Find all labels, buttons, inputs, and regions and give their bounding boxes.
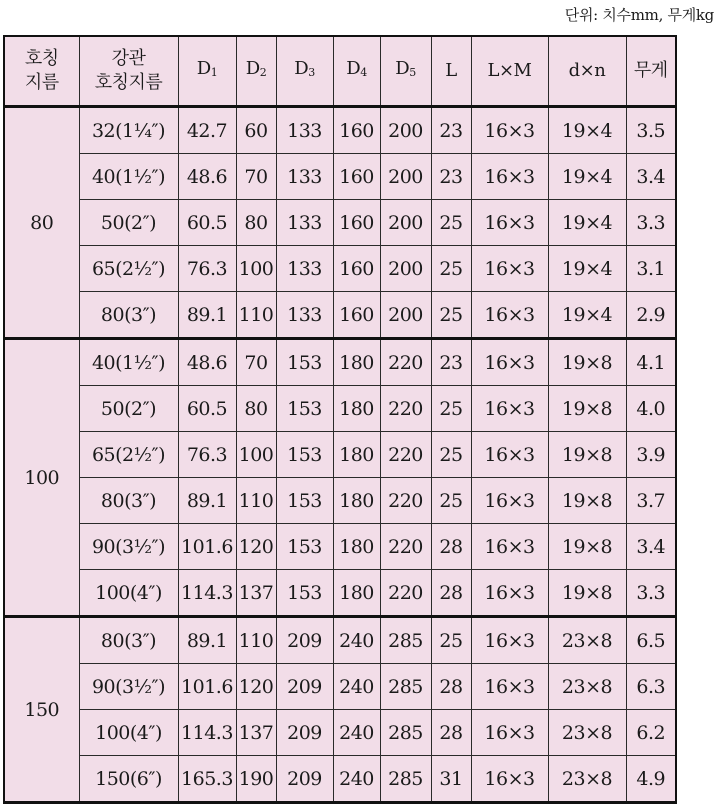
pipe-size-cell [79, 664, 178, 710]
cell-d2: 60 [236, 107, 276, 154]
pipe-size-inch: (1¼″) [115, 119, 166, 142]
cell-d4: 160 [333, 246, 380, 292]
flange-dimension-table [3, 35, 677, 804]
cell-d1: 60.5 [178, 386, 236, 432]
cell-d5: 200 [380, 200, 431, 246]
table-row [4, 292, 676, 339]
cell-d3: 153 [276, 478, 333, 524]
cell-d5: 285 [380, 664, 431, 710]
header-lm: L×M [471, 36, 548, 107]
header-pipe [79, 36, 178, 107]
pipe-size-mm: 65 [91, 257, 116, 280]
cell-d4: 160 [333, 154, 380, 200]
cell-d5: 200 [380, 246, 431, 292]
cell-dn: 19×4 [548, 154, 626, 200]
header-d5-label: D [395, 58, 410, 79]
cell-w: 3.7 [626, 478, 676, 524]
cell-dn: 23×8 [548, 756, 626, 803]
cell-w: 3.4 [626, 524, 676, 570]
cell-d3: 153 [276, 524, 333, 570]
header-pipe-line1: 강관 [111, 48, 146, 69]
cell-d2: 80 [236, 200, 276, 246]
cell-d4: 240 [333, 664, 380, 710]
cell-d2: 70 [236, 339, 276, 386]
pipe-size-mm: 80 [100, 303, 125, 326]
pipe-size-mm: 80 [100, 629, 125, 652]
cell-l: 25 [431, 246, 471, 292]
cell-lm: 16×3 [471, 524, 548, 570]
table-row [4, 570, 676, 617]
cell-d2: 100 [236, 432, 276, 478]
cell-d3: 133 [276, 292, 333, 339]
pipe-size-inch: (1½″) [115, 165, 166, 188]
cell-w: 3.3 [626, 200, 676, 246]
cell-d3: 153 [276, 432, 333, 478]
header-d3 [276, 36, 333, 107]
cell-lm: 16×3 [471, 339, 548, 386]
pipe-size-cell [79, 200, 178, 246]
pipe-size-cell [79, 154, 178, 200]
header-d3-sub: 3 [308, 66, 315, 79]
cell-d1: 76.3 [178, 432, 236, 478]
cell-lm: 16×3 [471, 570, 548, 617]
cell-d2: 120 [236, 664, 276, 710]
cell-d5: 220 [380, 478, 431, 524]
table-row [4, 756, 676, 803]
cell-w: 6.5 [626, 617, 676, 664]
cell-lm: 16×3 [471, 710, 548, 756]
pipe-size-cell [79, 246, 178, 292]
cell-lm: 16×3 [471, 386, 548, 432]
header-d4-sub: 4 [360, 66, 367, 79]
header-d5 [380, 36, 431, 107]
cell-d3: 133 [276, 200, 333, 246]
cell-w: 3.3 [626, 570, 676, 617]
cell-d2: 137 [236, 710, 276, 756]
cell-d4: 160 [333, 200, 380, 246]
cell-d3: 209 [276, 664, 333, 710]
cell-l: 25 [431, 617, 471, 664]
cell-d1: 101.6 [178, 524, 236, 570]
pipe-size-inch: (2″) [124, 397, 157, 420]
cell-w: 4.1 [626, 339, 676, 386]
cell-w: 3.1 [626, 246, 676, 292]
pipe-size-mm: 90 [91, 535, 116, 558]
pipe-size-mm: 100 [95, 581, 130, 604]
cell-l: 28 [431, 664, 471, 710]
pipe-size-cell [79, 710, 178, 756]
cell-d4: 160 [333, 292, 380, 339]
pipe-size-cell [79, 339, 178, 386]
cell-d2: 120 [236, 524, 276, 570]
header-nominal-line2: 지름 [24, 72, 59, 93]
cell-d4: 180 [333, 432, 380, 478]
cell-d5: 200 [380, 154, 431, 200]
cell-d2: 100 [236, 246, 276, 292]
table-row [4, 154, 676, 200]
pipe-size-cell [79, 292, 178, 339]
cell-l: 25 [431, 200, 471, 246]
header-d2 [236, 36, 276, 107]
pipe-size-inch: (2½″) [115, 257, 166, 280]
table-row [4, 200, 676, 246]
cell-d3: 209 [276, 617, 333, 664]
cell-d1: 42.7 [178, 107, 236, 154]
header-d4 [333, 36, 380, 107]
pipe-size-inch: (3″) [124, 489, 157, 512]
header-d2-label: D [245, 58, 260, 79]
pipe-size-mm: 50 [100, 397, 125, 420]
cell-w: 3.9 [626, 432, 676, 478]
cell-dn: 19×4 [548, 246, 626, 292]
cell-dn: 19×8 [548, 570, 626, 617]
cell-dn: 19×8 [548, 478, 626, 524]
cell-d1: 48.6 [178, 339, 236, 386]
header-d1 [178, 36, 236, 107]
cell-d4: 180 [333, 386, 380, 432]
nominal-size-cell: 100 [4, 339, 79, 617]
header-d1-label: D [196, 58, 211, 79]
cell-d5: 285 [380, 756, 431, 803]
cell-lm: 16×3 [471, 617, 548, 664]
cell-dn: 19×4 [548, 292, 626, 339]
cell-w: 3.4 [626, 154, 676, 200]
header-row [4, 36, 676, 107]
pipe-size-inch: (3½″) [115, 675, 166, 698]
cell-lm: 16×3 [471, 756, 548, 803]
table-row [4, 524, 676, 570]
cell-d3: 209 [276, 710, 333, 756]
pipe-size-inch: (1½″) [115, 351, 166, 374]
cell-d2: 70 [236, 154, 276, 200]
nominal-size-cell: 150 [4, 617, 79, 803]
cell-d1: 114.3 [178, 570, 236, 617]
cell-d3: 133 [276, 107, 333, 154]
header-d2-sub: 2 [259, 66, 267, 79]
table-row [4, 664, 676, 710]
pipe-size-cell [79, 478, 178, 524]
cell-d2: 80 [236, 386, 276, 432]
cell-d5: 220 [380, 570, 431, 617]
table-body [4, 107, 676, 803]
cell-d4: 240 [333, 756, 380, 803]
header-l: L [431, 36, 471, 107]
header-d5-sub: 5 [409, 66, 416, 79]
cell-l: 28 [431, 524, 471, 570]
cell-dn: 19×8 [548, 386, 626, 432]
cell-d4: 180 [333, 570, 380, 617]
cell-d1: 165.3 [178, 756, 236, 803]
pipe-size-mm: 32 [91, 119, 116, 142]
cell-d1: 60.5 [178, 200, 236, 246]
cell-l: 23 [431, 107, 471, 154]
cell-d2: 110 [236, 292, 276, 339]
pipe-size-cell [79, 524, 178, 570]
cell-d5: 220 [380, 339, 431, 386]
cell-dn: 19×4 [548, 107, 626, 154]
cell-d4: 180 [333, 524, 380, 570]
cell-w: 3.5 [626, 107, 676, 154]
cell-d5: 220 [380, 386, 431, 432]
cell-lm: 16×3 [471, 478, 548, 524]
cell-d5: 200 [380, 292, 431, 339]
pipe-size-mm: 100 [95, 721, 130, 744]
cell-d4: 160 [333, 107, 380, 154]
cell-d2: 190 [236, 756, 276, 803]
header-nominal-line1: 호칭 [24, 48, 59, 69]
table-row [4, 710, 676, 756]
cell-lm: 16×3 [471, 432, 548, 478]
header-dn: d×n [548, 36, 626, 107]
cell-lm: 16×3 [471, 664, 548, 710]
cell-l: 23 [431, 154, 471, 200]
cell-dn: 23×8 [548, 710, 626, 756]
cell-d1: 89.1 [178, 292, 236, 339]
cell-d2: 110 [236, 617, 276, 664]
cell-d1: 48.6 [178, 154, 236, 200]
table-row [4, 432, 676, 478]
table-row [4, 386, 676, 432]
header-d1-sub: 1 [210, 66, 218, 79]
cell-w: 2.9 [626, 292, 676, 339]
cell-d1: 89.1 [178, 478, 236, 524]
cell-d3: 153 [276, 386, 333, 432]
cell-w: 6.3 [626, 664, 676, 710]
cell-d4: 180 [333, 339, 380, 386]
cell-l: 25 [431, 432, 471, 478]
cell-lm: 16×3 [471, 107, 548, 154]
cell-d5: 285 [380, 710, 431, 756]
pipe-size-mm: 80 [100, 489, 125, 512]
pipe-size-inch: (3″) [124, 303, 157, 326]
pipe-size-mm: 50 [100, 211, 125, 234]
cell-lm: 16×3 [471, 292, 548, 339]
cell-dn: 19×4 [548, 200, 626, 246]
cell-d3: 133 [276, 246, 333, 292]
cell-w: 6.2 [626, 710, 676, 756]
table-row [4, 107, 676, 154]
header-d4-label: D [346, 58, 361, 79]
cell-d2: 137 [236, 570, 276, 617]
cell-l: 28 [431, 570, 471, 617]
cell-d2: 110 [236, 478, 276, 524]
cell-lm: 16×3 [471, 246, 548, 292]
table-row [4, 478, 676, 524]
cell-l: 28 [431, 710, 471, 756]
cell-dn: 23×8 [548, 617, 626, 664]
cell-l: 31 [431, 756, 471, 803]
pipe-size-cell [79, 617, 178, 664]
cell-d1: 114.3 [178, 710, 236, 756]
pipe-size-inch: (4″) [129, 721, 162, 744]
pipe-size-inch: (6″) [129, 767, 162, 790]
cell-dn: 19×8 [548, 339, 626, 386]
header-weight: 무게 [626, 36, 676, 107]
pipe-size-inch: (2″) [124, 211, 157, 234]
cell-l: 25 [431, 292, 471, 339]
cell-d5: 220 [380, 432, 431, 478]
pipe-size-cell [79, 386, 178, 432]
table-row [4, 246, 676, 292]
cell-d1: 76.3 [178, 246, 236, 292]
pipe-size-inch: (3″) [124, 629, 157, 652]
cell-dn: 23×8 [548, 664, 626, 710]
pipe-size-mm: 65 [91, 443, 116, 466]
cell-lm: 16×3 [471, 200, 548, 246]
cell-w: 4.9 [626, 756, 676, 803]
cell-dn: 19×8 [548, 524, 626, 570]
pipe-size-cell [79, 107, 178, 154]
cell-l: 23 [431, 339, 471, 386]
pipe-size-cell [79, 756, 178, 803]
pipe-size-inch: (4″) [129, 581, 162, 604]
cell-l: 25 [431, 386, 471, 432]
cell-d4: 180 [333, 478, 380, 524]
header-d3-label: D [294, 58, 309, 79]
cell-d5: 285 [380, 617, 431, 664]
unit-note: 단위: 치수mm, 무게kg [564, 6, 714, 24]
pipe-size-mm: 40 [91, 351, 116, 374]
cell-d4: 240 [333, 710, 380, 756]
cell-l: 25 [431, 478, 471, 524]
cell-d5: 220 [380, 524, 431, 570]
cell-d1: 101.6 [178, 664, 236, 710]
cell-d1: 89.1 [178, 617, 236, 664]
cell-w: 4.0 [626, 386, 676, 432]
cell-d3: 153 [276, 339, 333, 386]
pipe-size-inch: (2½″) [115, 443, 166, 466]
cell-dn: 19×8 [548, 432, 626, 478]
cell-lm: 16×3 [471, 154, 548, 200]
header-pipe-line2: 호칭지름 [94, 72, 163, 93]
header-nominal [4, 36, 79, 107]
table-row [4, 339, 676, 386]
pipe-size-cell [79, 570, 178, 617]
cell-d3: 209 [276, 756, 333, 803]
pipe-size-mm: 40 [91, 165, 116, 188]
nominal-size-cell: 80 [4, 107, 79, 339]
table-row [4, 617, 676, 664]
cell-d3: 153 [276, 570, 333, 617]
pipe-size-cell [79, 432, 178, 478]
pipe-size-inch: (3½″) [115, 535, 166, 558]
pipe-size-mm: 90 [91, 675, 116, 698]
cell-d3: 133 [276, 154, 333, 200]
cell-d5: 200 [380, 107, 431, 154]
pipe-size-mm: 150 [95, 767, 130, 790]
cell-d4: 240 [333, 617, 380, 664]
